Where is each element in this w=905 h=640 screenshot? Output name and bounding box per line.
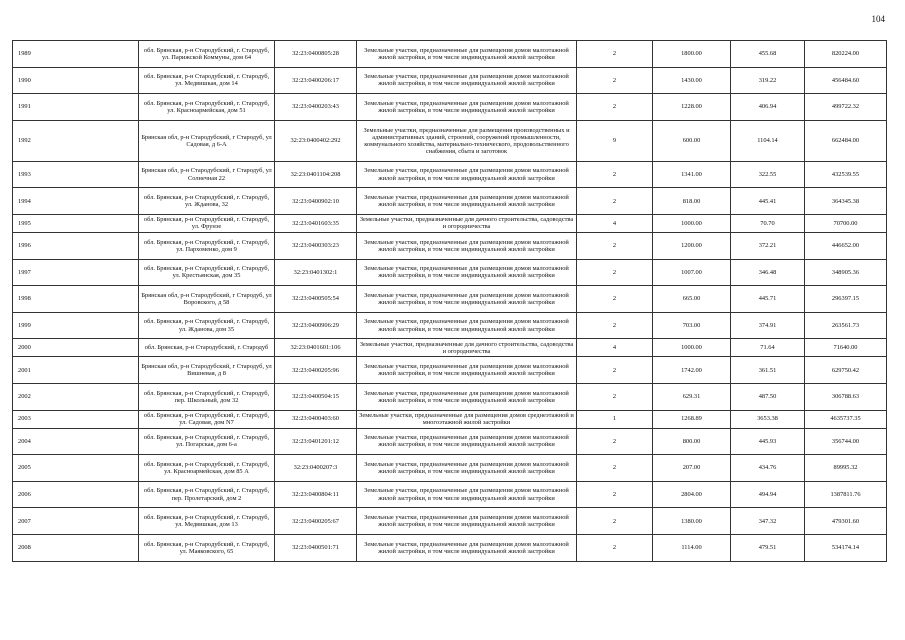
address-cell: обл. Брянская, р-н Стародубский, г. Стародуб, ул. Медвишкая, дом 13 bbox=[139, 508, 275, 535]
cadastral-number-cell: 32:23:0400205:96 bbox=[275, 357, 357, 384]
table-row bbox=[13, 383, 887, 410]
row-number: 2003 bbox=[13, 410, 139, 428]
cadastral-number-cell: 32:23:0400402:292 bbox=[275, 120, 357, 161]
row-number: 1995 bbox=[13, 214, 139, 232]
specific-value-cell: 347.32 bbox=[731, 508, 805, 535]
cadastral-number-cell: 32:23:0400505:54 bbox=[275, 286, 357, 313]
specific-value-cell: 445.41 bbox=[731, 188, 805, 215]
cadastral-number-cell: 32:23:0400805:28 bbox=[275, 41, 357, 68]
row-number: 1998 bbox=[13, 286, 139, 313]
row-number: 2005 bbox=[13, 455, 139, 482]
table-row bbox=[13, 232, 887, 259]
land-use-cell: Земельные участки, предназначенные для размещения домов малоэтажной жилой застройки, в том числе индивидуальной жилой застройки bbox=[357, 383, 577, 410]
use-group-cell: 2 bbox=[577, 161, 653, 188]
cadastral-value-cell: 499722.32 bbox=[805, 94, 887, 121]
row-number: 1990 bbox=[13, 67, 139, 94]
row-number: 1996 bbox=[13, 232, 139, 259]
table-row bbox=[13, 94, 887, 121]
area-cell: 665.00 bbox=[653, 286, 731, 313]
specific-value-cell: 487.50 bbox=[731, 383, 805, 410]
specific-value-cell: 319.22 bbox=[731, 67, 805, 94]
area-cell: 703.00 bbox=[653, 312, 731, 339]
area-cell: 1268.89 bbox=[653, 410, 731, 428]
cadastral-value-cell: 364345.38 bbox=[805, 188, 887, 215]
cadastral-value-cell: 4635737.35 bbox=[805, 410, 887, 428]
land-use-cell: Земельные участки, предназначенные для размещения домов малоэтажной жилой застройки, в том числе индивидуальной жилой застройки bbox=[357, 534, 577, 561]
use-group-cell: 2 bbox=[577, 508, 653, 535]
area-cell: 1800.00 bbox=[653, 41, 731, 68]
area-cell: 1341.00 bbox=[653, 161, 731, 188]
area-cell: 1000.00 bbox=[653, 339, 731, 357]
cadastral-value-cell: 71640.00 bbox=[805, 339, 887, 357]
row-number: 2001 bbox=[13, 357, 139, 384]
cadastral-number-cell: 32:23:0401201:12 bbox=[275, 428, 357, 455]
table-row bbox=[13, 534, 887, 561]
area-cell: 800.00 bbox=[653, 428, 731, 455]
cadastral-value-cell: 89995.32 bbox=[805, 455, 887, 482]
cadastral-number-cell: 32:23:0400303:23 bbox=[275, 232, 357, 259]
area-cell: 207.00 bbox=[653, 455, 731, 482]
area-cell: 1007.00 bbox=[653, 259, 731, 286]
table-row bbox=[13, 410, 887, 428]
land-use-cell: Земельные участки, предназначенные для размещения домов малоэтажной жилой застройки, в том числе индивидуальной жилой застройки bbox=[357, 455, 577, 482]
area-cell: 1742.00 bbox=[653, 357, 731, 384]
address-cell: обл. Брянская, р-н Стародубский, г. Стародуб, ул. Медвишкая, дом 14 bbox=[139, 67, 275, 94]
address-cell: обл. Брянская, р-н Стародубский, г. Стародуб, ул. Пархоменко, дом 9 bbox=[139, 232, 275, 259]
land-use-cell: Земельные участки, предназначенные для размещения домов малоэтажной жилой застройки, в том числе индивидуальной жилой застройки bbox=[357, 312, 577, 339]
use-group-cell: 2 bbox=[577, 312, 653, 339]
row-number: 1991 bbox=[13, 94, 139, 121]
table-row bbox=[13, 188, 887, 215]
area-cell: 818.00 bbox=[653, 188, 731, 215]
address-cell: обл. Брянская, р-н Стародубский, г. Стародуб, ул. Парижской Коммуны, дом 64 bbox=[139, 41, 275, 68]
cadastral-value-cell: 263561.73 bbox=[805, 312, 887, 339]
table-row bbox=[13, 41, 887, 68]
land-use-cell: Земельные участки, предназначенные для размещения домов малоэтажной жилой застройки, в том числе индивидуальной жилой застройки bbox=[357, 259, 577, 286]
address-cell: Брянская обл, р-н Стародубский, г Стародуб, ул Вишневая, д 8 bbox=[139, 357, 275, 384]
specific-value-cell: 3653.38 bbox=[731, 410, 805, 428]
specific-value-cell: 70.70 bbox=[731, 214, 805, 232]
address-cell: Брянская обл, р-н Стародубский, г Стародуб, ул Садовая, д 6-А bbox=[139, 120, 275, 161]
cadastral-value-table bbox=[12, 40, 887, 562]
cadastral-number-cell: 32:23:0401302:1 bbox=[275, 259, 357, 286]
land-use-cell: Земельные участки, предназначенные для размещения домов малоэтажной жилой застройки, в том числе индивидуальной жилой застройки bbox=[357, 94, 577, 121]
area-cell: 629.31 bbox=[653, 383, 731, 410]
land-use-cell: Земельные участки, предназначенные для дачного строительства, садоводства и огородничества bbox=[357, 214, 577, 232]
cadastral-value-cell: 70700.00 bbox=[805, 214, 887, 232]
address-cell: обл. Брянская, р-н Стародубский, г. Стародуб, пер. Пролетарский, дом 2 bbox=[139, 481, 275, 508]
use-group-cell: 2 bbox=[577, 455, 653, 482]
table-body bbox=[13, 41, 887, 562]
cadastral-number-cell: 32:23:0400902:10 bbox=[275, 188, 357, 215]
use-group-cell: 2 bbox=[577, 428, 653, 455]
table-row bbox=[13, 508, 887, 535]
cadastral-value-cell: 296397.15 bbox=[805, 286, 887, 313]
land-use-cell: Земельные участки, предназначенные для размещения домов малоэтажной жилой застройки, в том числе индивидуальной жилой застройки bbox=[357, 188, 577, 215]
cadastral-value-cell: 356744.00 bbox=[805, 428, 887, 455]
address-cell: обл. Брянская, р-н Стародубский, г. Стародуб, ул. Крестьянская, дом 35 bbox=[139, 259, 275, 286]
area-cell: 1114.00 bbox=[653, 534, 731, 561]
table-row bbox=[13, 67, 887, 94]
row-number: 1992 bbox=[13, 120, 139, 161]
row-number: 2004 bbox=[13, 428, 139, 455]
address-cell: обл. Брянская, р-н Стародубский, г. Стародуб, пер. Школьный, дом 32 bbox=[139, 383, 275, 410]
cadastral-number-cell: 32:23:0400207:3 bbox=[275, 455, 357, 482]
land-use-cell: Земельные участки, предназначенные для размещения домов малоэтажной жилой застройки, в том числе индивидуальной жилой застройки bbox=[357, 508, 577, 535]
cadastral-value-cell: 348905.36 bbox=[805, 259, 887, 286]
cadastral-number-cell: 32:23:0400206:17 bbox=[275, 67, 357, 94]
use-group-cell: 2 bbox=[577, 481, 653, 508]
area-cell: 600.00 bbox=[653, 120, 731, 161]
use-group-cell: 2 bbox=[577, 67, 653, 94]
row-number: 2000 bbox=[13, 339, 139, 357]
land-use-cell: Земельные участки, предназначенные для размещения домов малоэтажной жилой застройки, в том числе индивидуальной жилой застройки bbox=[357, 286, 577, 313]
area-cell: 1380.00 bbox=[653, 508, 731, 535]
address-cell: обл. Брянская, р-н Стародубский, г. Стародуб, ул. Красноармейская, дом 51 bbox=[139, 94, 275, 121]
use-group-cell: 2 bbox=[577, 534, 653, 561]
cadastral-value-cell: 662484.00 bbox=[805, 120, 887, 161]
cadastral-value-cell: 432539.55 bbox=[805, 161, 887, 188]
area-cell: 1000.00 bbox=[653, 214, 731, 232]
land-use-cell: Земельные участки, предназначенные для размещения домов малоэтажной жилой застройки, в том числе индивидуальной жилой застройки bbox=[357, 481, 577, 508]
row-number: 1989 bbox=[13, 41, 139, 68]
cadastral-number-cell: 32:23:0401104:208 bbox=[275, 161, 357, 188]
specific-value-cell: 71.64 bbox=[731, 339, 805, 357]
address-cell: обл. Брянская, р-н Стародубский, г. Стародуб, ул. Погарская, дом 6-а bbox=[139, 428, 275, 455]
address-cell: обл. Брянская, р-н Стародубский, г. Стародуб, ул. Жданова, дом 35 bbox=[139, 312, 275, 339]
table-row bbox=[13, 312, 887, 339]
cadastral-number-cell: 32:23:0400804:11 bbox=[275, 481, 357, 508]
specific-value-cell: 445.71 bbox=[731, 286, 805, 313]
cadastral-number-cell: 32:23:0400403:60 bbox=[275, 410, 357, 428]
table-row bbox=[13, 161, 887, 188]
cadastral-value-cell: 446652.00 bbox=[805, 232, 887, 259]
land-use-cell: Земельные участки, предназначенные для размещения домов малоэтажной жилой застройки, в том числе индивидуальной жилой застройки bbox=[357, 67, 577, 94]
table-row bbox=[13, 339, 887, 357]
use-group-cell: 2 bbox=[577, 259, 653, 286]
address-cell: Брянская обл, р-н Стародубский, г Стародуб, ул Солнечная 22 bbox=[139, 161, 275, 188]
address-cell: Брянская обл, р-н Стародубский, г Стародуб, ул Воровского, д 58 bbox=[139, 286, 275, 313]
cadastral-value-cell: 534174.14 bbox=[805, 534, 887, 561]
row-number: 2008 bbox=[13, 534, 139, 561]
use-group-cell: 2 bbox=[577, 41, 653, 68]
cadastral-number-cell: 32:23:0401601:106 bbox=[275, 339, 357, 357]
cadastral-number-cell: 32:23:0400205:67 bbox=[275, 508, 357, 535]
specific-value-cell: 346.48 bbox=[731, 259, 805, 286]
cadastral-number-cell: 32:23:0401603:35 bbox=[275, 214, 357, 232]
area-cell: 1430.00 bbox=[653, 67, 731, 94]
land-use-cell: Земельные участки, предназначенные для размещения производственных и административных зданий, строений, сооружений промышленности, коммунального хозяйства, материально-технического, продовольственного снабжения, сбыта и заготовок bbox=[357, 120, 577, 161]
table-row bbox=[13, 481, 887, 508]
specific-value-cell: 374.91 bbox=[731, 312, 805, 339]
land-use-cell: Земельные участки, предназначенные для размещения домов малоэтажной жилой застройки, в том числе индивидуальной жилой застройки bbox=[357, 41, 577, 68]
land-use-cell: Земельные участки, предназначенные для размещения домов малоэтажной жилой застройки, в том числе индивидуальной жилой застройки bbox=[357, 357, 577, 384]
table-row bbox=[13, 357, 887, 384]
specific-value-cell: 406.94 bbox=[731, 94, 805, 121]
specific-value-cell: 455.68 bbox=[731, 41, 805, 68]
use-group-cell: 2 bbox=[577, 286, 653, 313]
specific-value-cell: 322.55 bbox=[731, 161, 805, 188]
specific-value-cell: 361.51 bbox=[731, 357, 805, 384]
cadastral-number-cell: 32:23:0400203:43 bbox=[275, 94, 357, 121]
address-cell: обл. Брянская, р-н Стародубский, г. Стародуб, ул. Фрунзе bbox=[139, 214, 275, 232]
cadastral-value-cell: 479301.60 bbox=[805, 508, 887, 535]
use-group-cell: 1 bbox=[577, 410, 653, 428]
row-number: 2007 bbox=[13, 508, 139, 535]
cadastral-value-cell: 306788.63 bbox=[805, 383, 887, 410]
address-cell: обл. Брянская, р-н Стародубский, г. Стародуб, ул. Маяковского, 65 bbox=[139, 534, 275, 561]
table-row bbox=[13, 120, 887, 161]
address-cell: обл. Брянская, р-н Стародубский, г. Стародуб, ул. Красноармейская, дом 85 А bbox=[139, 455, 275, 482]
area-cell: 1228.00 bbox=[653, 94, 731, 121]
cadastral-value-cell: 1387811.76 bbox=[805, 481, 887, 508]
use-group-cell: 4 bbox=[577, 339, 653, 357]
cadastral-number-cell: 32:23:0400504:15 bbox=[275, 383, 357, 410]
specific-value-cell: 1104.14 bbox=[731, 120, 805, 161]
cadastral-number-cell: 32:23:0400501:71 bbox=[275, 534, 357, 561]
area-cell: 2804.00 bbox=[653, 481, 731, 508]
address-cell: обл. Брянская, р-н Стародубский, г. Стародуб, ул. Садовая, дом N7 bbox=[139, 410, 275, 428]
table-row bbox=[13, 455, 887, 482]
row-number: 1993 bbox=[13, 161, 139, 188]
table-row bbox=[13, 428, 887, 455]
area-cell: 1200.00 bbox=[653, 232, 731, 259]
address-cell: обл. Брянская, р-н Стародубский, г. Стародуб bbox=[139, 339, 275, 357]
use-group-cell: 2 bbox=[577, 357, 653, 384]
table-row bbox=[13, 259, 887, 286]
specific-value-cell: 445.93 bbox=[731, 428, 805, 455]
specific-value-cell: 434.76 bbox=[731, 455, 805, 482]
row-number: 1994 bbox=[13, 188, 139, 215]
use-group-cell: 9 bbox=[577, 120, 653, 161]
table-row bbox=[13, 214, 887, 232]
table-row bbox=[13, 286, 887, 313]
land-use-cell: Земельные участки, предназначенные для размещения домов малоэтажной жилой застройки, в том числе индивидуальной жилой застройки bbox=[357, 428, 577, 455]
specific-value-cell: 372.21 bbox=[731, 232, 805, 259]
use-group-cell: 2 bbox=[577, 232, 653, 259]
row-number: 2006 bbox=[13, 481, 139, 508]
row-number: 1997 bbox=[13, 259, 139, 286]
address-cell: обл. Брянская, р-н Стародубский, г. Стародуб, ул. Жданова, 32 bbox=[139, 188, 275, 215]
use-group-cell: 2 bbox=[577, 383, 653, 410]
use-group-cell: 2 bbox=[577, 94, 653, 121]
cadastral-value-cell: 456484.60 bbox=[805, 67, 887, 94]
page-number: 104 bbox=[871, 14, 885, 24]
use-group-cell: 4 bbox=[577, 214, 653, 232]
cadastral-value-cell: 820224.00 bbox=[805, 41, 887, 68]
cadastral-number-cell: 32:23:0400906:29 bbox=[275, 312, 357, 339]
row-number: 2002 bbox=[13, 383, 139, 410]
use-group-cell: 2 bbox=[577, 188, 653, 215]
land-use-cell: Земельные участки, предназначенные для размещения домов среднеэтажной и многоэтажной жилой застройки bbox=[357, 410, 577, 428]
specific-value-cell: 479.51 bbox=[731, 534, 805, 561]
specific-value-cell: 494.94 bbox=[731, 481, 805, 508]
row-number: 1999 bbox=[13, 312, 139, 339]
land-use-cell: Земельные участки, предназначенные для размещения домов малоэтажной жилой застройки, в том числе индивидуальной жилой застройки bbox=[357, 232, 577, 259]
land-use-cell: Земельные участки, предназначенные для дачного строительства, садоводства и огородничества bbox=[357, 339, 577, 357]
land-use-cell: Земельные участки, предназначенные для размещения домов малоэтажной жилой застройки, в том числе индивидуальной жилой застройки bbox=[357, 161, 577, 188]
cadastral-value-cell: 629750.42 bbox=[805, 357, 887, 384]
